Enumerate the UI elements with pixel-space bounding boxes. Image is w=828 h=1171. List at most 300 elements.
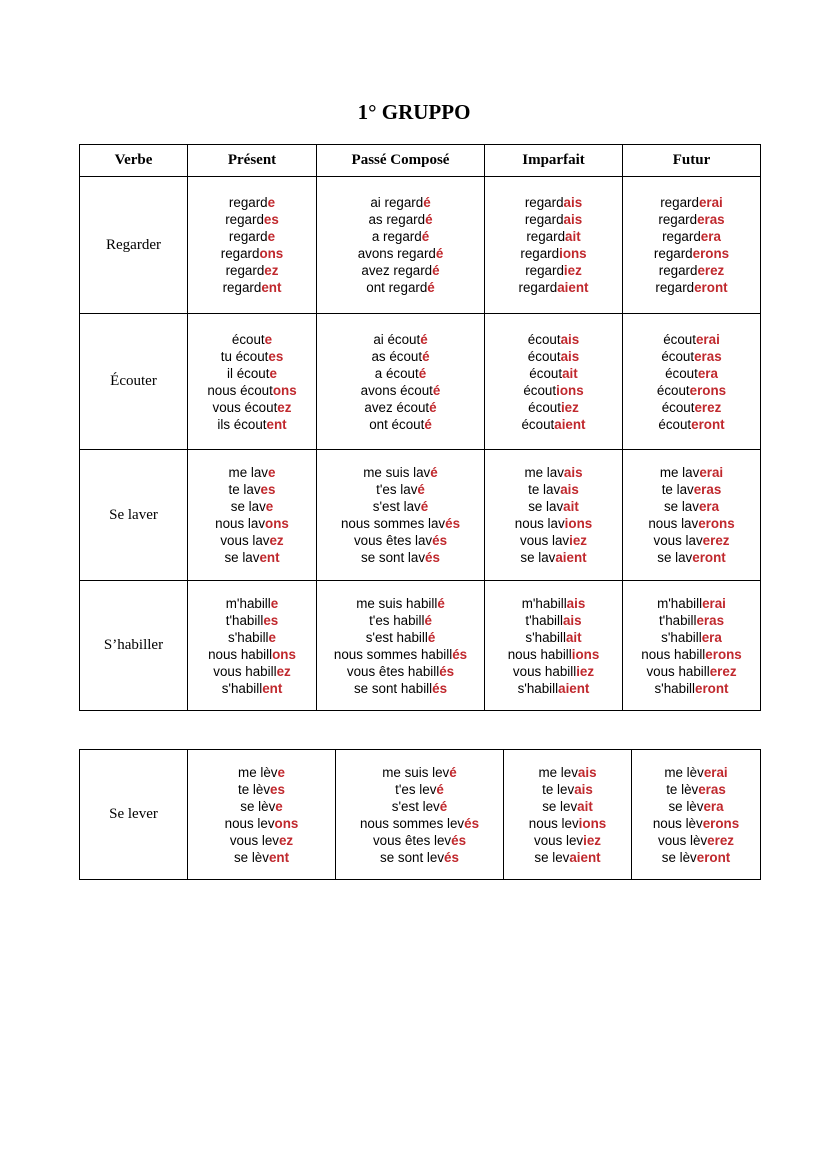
tense-cell-imparfait: [485, 450, 623, 581]
verb-ending: e: [277, 764, 285, 780]
verb-ending: ez: [269, 533, 284, 548]
conjugated-form: [188, 262, 316, 279]
verb-stem: vous habill: [646, 663, 710, 679]
verb-row: [80, 177, 761, 314]
conjugated-form: [336, 832, 503, 849]
verb-stem: m'habill: [521, 595, 567, 611]
verb-ending: eront: [691, 416, 725, 432]
verb-stem: t'es lav: [376, 482, 418, 497]
verb-ending: ions: [556, 382, 584, 398]
conjugated-form: [317, 663, 484, 680]
verb-ending: ais: [563, 212, 583, 227]
verb-ending: ons: [272, 646, 296, 662]
conjugated-form: [485, 629, 622, 646]
verb-stem: nous lev: [224, 815, 275, 831]
verb-ending: ait: [562, 365, 578, 381]
header-present: Présent: [188, 145, 317, 177]
conjugated-form: [317, 532, 484, 549]
conjugated-form: [317, 228, 484, 245]
verb-stem: s'est habill: [365, 629, 428, 645]
conjugated-form: [188, 595, 316, 612]
verb-ending: ons: [265, 516, 289, 531]
verb-ending: é: [432, 263, 440, 278]
verb-ending: és: [445, 516, 461, 531]
conjugated-form: [485, 464, 622, 481]
conjugated-form: [623, 279, 760, 296]
verb-ending: erez: [694, 399, 722, 415]
conjugated-form: [188, 279, 316, 296]
verb-ending: és: [452, 646, 468, 662]
verb-ending: é: [449, 764, 457, 780]
verb-ending: ez: [276, 663, 291, 679]
conjugated-form: [623, 595, 760, 612]
verb-ending: ent: [268, 849, 290, 865]
tense-cell-passe-compose: [336, 750, 504, 880]
verb-ending: é: [424, 612, 432, 628]
tense-cell-imparfait: [504, 750, 632, 880]
verb-ending: ais: [560, 331, 580, 347]
verb-ending: eras: [696, 612, 725, 628]
verb-ending: ais: [574, 781, 593, 797]
verb-stem: écout: [527, 331, 561, 347]
verb-ending: e: [270, 595, 279, 611]
verb-stem: regard: [524, 195, 564, 210]
verb-stem: vous écout: [212, 399, 278, 415]
verb-stem: se lav: [224, 550, 260, 565]
verb-stem: se lèv: [668, 798, 704, 814]
verb-ending: ait: [565, 629, 582, 645]
conjugated-form: [504, 798, 631, 815]
verb-ending: ait: [577, 798, 593, 814]
verb-ending: ent: [261, 280, 282, 295]
verb-ending: ait: [563, 499, 579, 514]
conjugated-form: [336, 815, 503, 832]
verb-stem: écout: [231, 331, 265, 347]
verb-ending: és: [444, 849, 459, 865]
verb-stem: se lav: [520, 550, 556, 565]
conjugated-form: [485, 228, 622, 245]
conjugation-table: [79, 144, 761, 711]
verb-ending: iez: [569, 533, 587, 548]
conjugated-form: [188, 515, 316, 532]
verb-stem: nous lèv: [652, 815, 703, 831]
conjugated-form: [317, 416, 484, 433]
verb-stem: regard: [518, 280, 558, 295]
conjugated-form: [188, 228, 316, 245]
verb-stem: ont écout: [369, 416, 425, 432]
conjugated-form: [623, 663, 760, 680]
verb-ending: é: [420, 331, 428, 347]
verb-ending: era: [697, 365, 718, 381]
conjugated-form: [623, 348, 760, 365]
verb-ending: eras: [694, 348, 722, 364]
conjugated-form: [485, 612, 622, 629]
conjugated-form: [485, 348, 622, 365]
verb-ending: ais: [566, 595, 586, 611]
conjugated-form: [188, 781, 335, 798]
verb-stem: me suis lav: [363, 465, 431, 480]
verb-stem: se lèv: [661, 849, 697, 865]
conjugated-form: [188, 194, 316, 211]
conjugated-form: [317, 382, 484, 399]
conjugated-form: [485, 663, 622, 680]
verb-name: S’habiller: [80, 581, 188, 711]
tense-cell-futur: [632, 750, 761, 880]
conjugated-form: [623, 262, 760, 279]
verb-ending: eras: [693, 482, 722, 497]
header-verbe: Verbe: [80, 145, 188, 177]
verb-stem: me lev: [538, 764, 578, 780]
verb-stem: regard: [653, 246, 693, 261]
verb-stem: écout: [529, 365, 563, 381]
verb-ending: é: [422, 348, 430, 364]
conjugated-form: [188, 245, 316, 262]
verb-ending: é: [424, 416, 432, 432]
verb-stem: s'est lav: [372, 499, 421, 514]
verb-ending: ent: [259, 550, 280, 565]
verb-stem: nous lav: [514, 516, 565, 531]
conjugated-form: [188, 331, 316, 348]
tense-cell-present: [188, 581, 317, 711]
verb-ending: erons: [692, 246, 730, 261]
conjugated-form: [317, 245, 484, 262]
verb-stem: t'habill: [658, 612, 697, 628]
conjugated-form: [317, 331, 484, 348]
conjugated-form: [188, 532, 316, 549]
verb-ending: é: [436, 781, 444, 797]
verb-stem: vous lev: [229, 832, 279, 848]
verb-stem: regard: [658, 263, 698, 278]
conjugated-form: [317, 399, 484, 416]
tense-cell-futur: [623, 581, 761, 711]
verb-ending: iez: [560, 399, 579, 415]
verb-stem: écout: [528, 399, 561, 415]
verb-ending: és: [451, 832, 467, 848]
conjugated-form: [504, 815, 631, 832]
verb-stem: se lav: [663, 499, 699, 514]
conjugated-form: [623, 382, 760, 399]
tense-cell-passe-compose: [317, 314, 485, 450]
verb-stem: écout: [665, 365, 698, 381]
verb-ending: erai: [699, 465, 724, 480]
verb-stem: regard: [225, 212, 264, 227]
verb-stem: se lav: [657, 550, 693, 565]
conjugated-form: [623, 416, 760, 433]
verb-stem: m'habill: [225, 595, 271, 611]
verb-stem: te lev: [542, 781, 575, 797]
conjugated-form: [485, 549, 622, 566]
conjugated-form: [632, 781, 760, 798]
conjugated-form: [485, 532, 622, 549]
conjugated-form: [188, 399, 316, 416]
verb-stem: t'es habill: [369, 612, 425, 628]
verb-stem: nous lav: [648, 516, 699, 531]
verb-name: Se laver: [80, 450, 188, 581]
verb-ending: eront: [694, 280, 728, 295]
conjugated-form: [188, 629, 316, 646]
verb-stem: écout: [656, 382, 690, 398]
conjugated-form: [632, 798, 760, 815]
conjugated-form: [623, 549, 760, 566]
verb-stem: me lèv: [238, 764, 278, 780]
verb-stem: me suis lev: [382, 764, 450, 780]
conjugated-form: [485, 595, 622, 612]
verb-ending: e: [267, 195, 276, 210]
verb-ending: era: [700, 229, 721, 244]
verb-ending: e: [265, 499, 274, 514]
verb-ending: ais: [563, 465, 583, 480]
verb-stem: vous êtes lav: [353, 533, 433, 548]
conjugated-form: [485, 211, 622, 228]
verb-ending: erai: [702, 595, 726, 611]
verb-stem: t'habill: [525, 612, 563, 628]
verb-stem: écout: [521, 416, 555, 432]
verb-name: Se lever: [80, 750, 188, 880]
header-imparfait: Imparfait: [485, 145, 623, 177]
verb-stem: ai écout: [373, 331, 421, 347]
verb-ending: ais: [560, 482, 579, 497]
verb-stem: me suis habill: [356, 595, 438, 611]
verb-stem: regard: [524, 212, 564, 227]
verb-row: [80, 581, 761, 711]
verb-stem: tu écout: [220, 348, 269, 364]
conjugated-form: [632, 815, 760, 832]
verb-stem: m'habill: [657, 595, 703, 611]
conjugated-form: [317, 279, 484, 296]
header-row: [80, 145, 761, 177]
verb-ending: és: [432, 680, 448, 696]
verb-stem: t'es lev: [395, 781, 437, 797]
conjugated-form: [623, 612, 760, 629]
conjugated-form: [485, 680, 622, 697]
verb-ending: e: [267, 229, 276, 244]
verb-stem: vous habill: [213, 663, 277, 679]
conjugated-form: [188, 798, 335, 815]
conjugated-form: [317, 515, 484, 532]
verb-ending: é: [429, 399, 437, 415]
verb-stem: s'est lev: [391, 798, 440, 814]
tense-cell-passe-compose: [317, 581, 485, 711]
verb-stem: regard: [662, 229, 701, 244]
verb-stem: avez regard: [361, 263, 433, 278]
conjugated-form: [188, 348, 316, 365]
conjugated-form: [504, 764, 631, 781]
verb-ending: é: [430, 465, 438, 480]
verb-stem: vous êtes habill: [346, 663, 440, 679]
verb-ending: é: [421, 229, 430, 244]
verb-ending: erez: [702, 533, 730, 548]
tense-cell-imparfait: [485, 581, 623, 711]
tense-cell-present: [188, 177, 317, 314]
conjugated-form: [485, 399, 622, 416]
verb-ending: ions: [559, 246, 587, 261]
verb-ending: ons: [274, 815, 299, 831]
verb-stem: vous lav: [653, 533, 703, 548]
verb-ending: ais: [563, 195, 583, 210]
conjugated-form: [623, 464, 760, 481]
verb-ending: erai: [695, 331, 720, 347]
conjugated-form: [632, 832, 760, 849]
conjugated-form: [485, 331, 622, 348]
verb-stem: regard: [228, 229, 268, 244]
tense-cell-futur: [623, 450, 761, 581]
conjugated-form: [188, 481, 316, 498]
verb-ending: ait: [565, 229, 581, 244]
conjugated-form: [188, 663, 316, 680]
verb-ending: iez: [563, 263, 582, 278]
verb-ending: ions: [578, 815, 607, 831]
verb-ending: é: [420, 499, 429, 514]
verb-ending: era: [703, 798, 724, 814]
tense-cell-passe-compose: [317, 450, 485, 581]
conjugated-form: [188, 464, 316, 481]
verb-stem: vous habill: [512, 663, 577, 679]
conjugated-form: [632, 849, 760, 866]
tense-cell-present: [188, 450, 317, 581]
verb-ending: eras: [698, 781, 726, 797]
verb-ending: ez: [277, 399, 292, 415]
conjugated-form: [336, 781, 503, 798]
conjugated-form: [188, 211, 316, 228]
tense-cell-futur: [623, 314, 761, 450]
verb-stem: s'habill: [525, 629, 566, 645]
conjugated-form: [485, 194, 622, 211]
verb-stem: nous sommes lev: [359, 815, 465, 831]
verb-ending: ez: [278, 832, 294, 848]
verb-stem: nous lav: [215, 516, 266, 531]
verb-stem: as écout: [371, 348, 423, 364]
conjugated-form: [623, 646, 760, 663]
verb-stem: regard: [655, 280, 695, 295]
verb-ending: é: [425, 212, 433, 227]
verb-stem: me lav: [659, 465, 700, 480]
verb-stem: regard: [526, 229, 566, 244]
verb-stem: se lèv: [240, 798, 276, 814]
verb-stem: vous lev: [534, 832, 584, 848]
conjugated-form: [623, 211, 760, 228]
verb-stem: se sont lav: [361, 550, 426, 565]
verb-ending: es: [268, 348, 284, 364]
verb-ending: erons: [698, 516, 735, 531]
verb-stem: me lav: [228, 465, 268, 480]
verb-ending: aient: [554, 416, 586, 432]
conjugated-form: [317, 194, 484, 211]
verb-ending: e: [268, 629, 276, 645]
verb-row: [80, 750, 761, 880]
verb-stem: a regard: [371, 229, 422, 244]
conjugated-form: [317, 211, 484, 228]
verb-ending: é: [435, 246, 444, 261]
verb-ending: es: [270, 781, 285, 797]
conjugated-form: [485, 365, 622, 382]
conjugated-form: [623, 245, 760, 262]
verb-stem: nous écout: [207, 382, 273, 398]
verb-stem: te lav: [661, 482, 694, 497]
verb-ending: eront: [695, 680, 729, 696]
verb-name: Écouter: [80, 314, 188, 450]
conjugated-form: [485, 245, 622, 262]
verb-ending: iez: [583, 832, 601, 848]
conjugation-table-se-lever: [79, 749, 761, 880]
verb-stem: nous habill: [208, 646, 273, 662]
verb-ending: e: [275, 798, 283, 814]
verb-ending: iez: [576, 663, 595, 679]
conjugated-form: [485, 416, 622, 433]
verb-stem: se lèv: [233, 849, 269, 865]
conjugated-form: [504, 832, 631, 849]
conjugated-form: [623, 194, 760, 211]
verb-stem: vous êtes lev: [372, 832, 452, 848]
header-futur: Futur: [623, 145, 761, 177]
verb-ending: é: [437, 595, 445, 611]
verb-stem: se lev: [542, 798, 578, 814]
conjugated-form: [485, 481, 622, 498]
conjugated-form: [623, 399, 760, 416]
verb-stem: nous lev: [528, 815, 579, 831]
conjugated-form: [188, 680, 316, 697]
conjugated-form: [336, 798, 503, 815]
verb-stem: te lav: [528, 482, 561, 497]
conjugated-form: [623, 532, 760, 549]
tense-cell-present: [188, 314, 317, 450]
verb-stem: se lav: [230, 499, 266, 514]
conjugated-form: [317, 262, 484, 279]
conjugated-form: [623, 365, 760, 382]
verb-stem: se sont habill: [353, 680, 433, 696]
verb-stem: écout: [523, 382, 557, 398]
conjugated-form: [336, 849, 503, 866]
conjugated-form: [317, 646, 484, 663]
verb-stem: nous sommes habill: [333, 646, 453, 662]
verb-stem: te lèv: [666, 781, 699, 797]
verb-stem: regard: [660, 195, 699, 210]
verb-ending: ions: [571, 646, 600, 662]
verb-stem: se lev: [534, 849, 570, 865]
verb-ending: é: [417, 482, 425, 497]
conjugated-form: [317, 464, 484, 481]
verb-ending: es: [260, 482, 276, 497]
verb-stem: te lèv: [238, 781, 271, 797]
conjugated-form: [188, 646, 316, 663]
conjugated-form: [485, 262, 622, 279]
verb-stem: s'habill: [661, 629, 702, 645]
verb-ending: eront: [692, 550, 726, 565]
verb-stem: nous habill: [507, 646, 572, 662]
verb-stem: se sont lev: [380, 849, 445, 865]
verb-ending: ent: [262, 680, 283, 696]
verb-ending: erons: [705, 646, 742, 662]
conjugated-form: [623, 331, 760, 348]
verb-ending: es: [263, 612, 279, 628]
verb-ending: eras: [697, 212, 725, 227]
verb-stem: a écout: [374, 365, 419, 381]
conjugated-form: [623, 515, 760, 532]
verb-stem: regard: [225, 263, 265, 278]
conjugated-form: [188, 365, 316, 382]
conjugated-form: [504, 849, 631, 866]
verb-stem: me lav: [524, 465, 564, 480]
conjugated-form: [623, 481, 760, 498]
verb-ending: era: [698, 499, 720, 514]
verb-stem: regard: [228, 195, 268, 210]
conjugated-form: [632, 764, 760, 781]
tense-cell-passe-compose: [317, 177, 485, 314]
verb-stem: vous lav: [520, 533, 570, 548]
conjugated-form: [317, 498, 484, 515]
verb-ending: é: [423, 195, 431, 210]
verb-stem: avons regard: [357, 246, 436, 261]
tense-cell-present: [188, 750, 336, 880]
